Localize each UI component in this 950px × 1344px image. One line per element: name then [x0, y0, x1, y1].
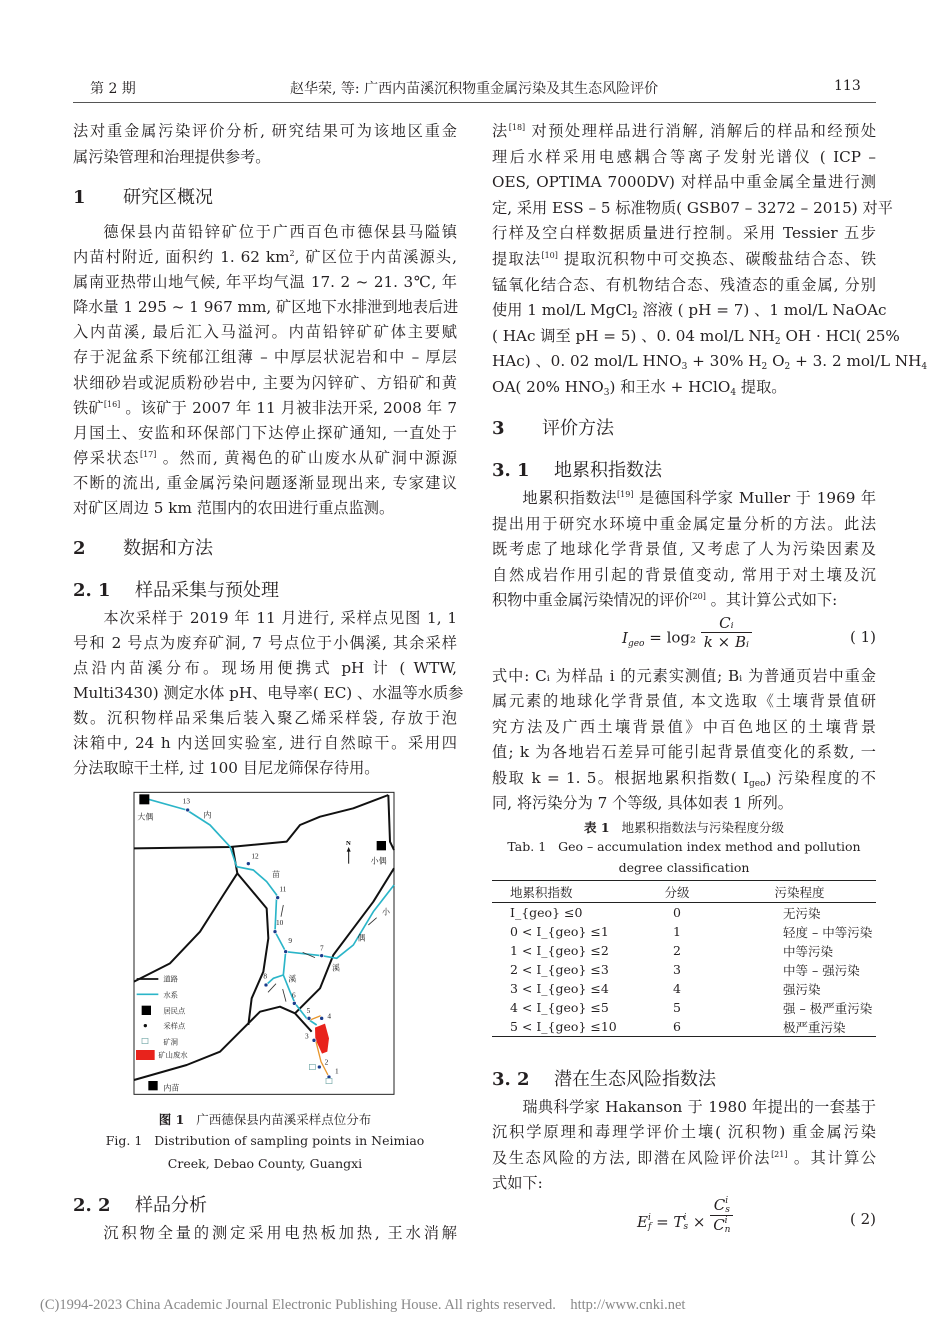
text-line: 数。沉积物样品采集后装入聚乙烯采样袋, 存放于泡: [73, 709, 457, 727]
text-line: 值; k 为各地岩石差异可能引起背景值变化的系数, 一: [492, 743, 876, 762]
paragraph: [73, 119, 457, 170]
stream-label: 内: [203, 810, 212, 820]
text-line: 同, 将污染分为 7 个等级, 具体如表 1 所列。: [492, 794, 793, 813]
section-heading: [492, 414, 876, 440]
legend-label: 采样点: [163, 1021, 186, 1031]
text-line: 属南亚热带山地气候, 年平均气温 17. 2 ~ 21. 3℃, 年: [73, 273, 457, 292]
section-title: 样品分析: [135, 1195, 207, 1216]
column-header: 分级: [631, 881, 723, 903]
text-line: 月国土、安监和环保部门下达停止探矿通知, 一直处于: [73, 423, 457, 442]
stream-label: 偶: [357, 933, 366, 943]
table-row: [492, 903, 876, 923]
table-row: [492, 979, 876, 998]
sample-point: [307, 1016, 311, 1020]
equation-numerator: Cᵢ: [701, 614, 752, 633]
text-line: 地累积指数法[19] 是德国科学家 Muller 于 1969 年: [522, 489, 877, 507]
paragraph: [492, 486, 876, 614]
equation-2: [492, 1198, 876, 1246]
pollution-degree-cell: 极严重污染: [723, 1017, 876, 1037]
section-number: 3: [492, 418, 505, 439]
equation-numerator: Ci s: [710, 1196, 733, 1216]
point-label: 7: [320, 943, 324, 953]
grade-cell: 4: [673, 981, 681, 996]
text-line: 属污染管理和治理提供参考。: [73, 147, 271, 166]
table-label: Tab. 1: [507, 839, 547, 854]
sample-point: [276, 896, 280, 900]
sample-point: [273, 930, 277, 934]
section-heading: [73, 534, 457, 560]
subsection-heading: [73, 576, 457, 602]
section-title: 潜在生态风险指数法: [554, 1069, 716, 1090]
caption-text: Geo – accumulation index method and pollution: [558, 839, 861, 854]
text-line: Multi3430) 测定水体 pH、电导率( EC) 、水温等水质参: [73, 684, 464, 702]
subsection-heading: [492, 1065, 876, 1091]
text-line: 属元素的地球化学背景值, 本文选取《土壤背景值研: [492, 692, 876, 711]
paragraph: [492, 119, 928, 401]
caption-text: 地累积指数法与污染程度分级: [621, 820, 784, 835]
equation-number: ( 2): [849, 1210, 876, 1228]
text-line: 状细砂岩或泥质粉砂岩中, 主要为闪锌矿、方铅矿和黄: [73, 373, 457, 392]
text-line: 提出用于研究水环境中重金属定量分析的方法。此法: [492, 514, 876, 533]
legend-sample-swatch: [144, 1024, 147, 1027]
legend-label: 道路: [163, 974, 178, 984]
grade-cell: 6: [631, 1017, 723, 1037]
grade-cell: 1: [673, 924, 681, 939]
text-line: 不断的流出, 重金属污染问题逐渐显现出来, 专家建议: [73, 473, 457, 492]
figure-label: 图 1: [158, 1112, 185, 1127]
table-caption-en: [492, 839, 876, 854]
text-line: OES, OPTIMA 7000DV) 对样品中重金属全量进行测: [492, 173, 876, 192]
text-line: 分法取晾干土样, 过 100 目尼龙筛保存待用。: [73, 759, 380, 777]
copyright-text: (C)1994-2023 China Academic Journal Electronic Publishing House. All rights reserved.: [40, 1297, 556, 1313]
equation-operator: = log₂: [649, 628, 697, 647]
section-title: 数据和方法: [123, 538, 213, 559]
sample-point: [246, 862, 250, 866]
text-line: 铁矿[16] 。该矿于 2007 年 11 月被非法开采, 2008 年 7: [73, 398, 458, 417]
table-row: [492, 998, 876, 1017]
table-caption-en-cont: degree classification: [618, 860, 750, 875]
text-line: 停采状态[17] 。然而, 黄褐色的矿山废水从矿洞中源源: [73, 448, 458, 467]
text-line: 究方法及广西土壤背景值》中百色地区的土壤背景: [492, 717, 876, 736]
legend-residence-swatch: [142, 1006, 151, 1015]
header-rule: [73, 102, 876, 103]
text-line: 瑞典科学家 Hakanson 于 1980 年提出的一套基于: [522, 1098, 876, 1116]
sample-point: [317, 1065, 321, 1069]
sample-point: [312, 1038, 316, 1042]
grade-cell: 5: [673, 1000, 681, 1015]
place-label: 大偶: [137, 812, 154, 822]
text-line: 本次采样于 2019 年 11 月进行, 采样点见图 1, 1: [103, 609, 457, 627]
running-title: 赵华荣, 等: 广西内苗溪沉积物重金属污染及其生态风险评价: [290, 81, 659, 97]
legend-label: 居民点: [163, 1006, 186, 1016]
table-row: [492, 922, 876, 941]
point-label: 4: [327, 1011, 332, 1021]
point-label: 1: [335, 1066, 339, 1076]
text-line: 式中: Cᵢ 为样品 i 的元素实测值; Bᵢ 为普通页岩中重金: [492, 667, 876, 685]
table-row: [492, 960, 876, 979]
paragraph: [73, 220, 457, 521]
equation-denominator: Ci n: [713, 1216, 731, 1235]
subsection-heading: [492, 456, 876, 482]
sample-point: [320, 1016, 324, 1020]
section-number: 1: [73, 187, 86, 208]
text-line: 定, 采用 ESS – 5 标准物质( GSB07 – 3272 – 2015) 对平: [492, 198, 893, 217]
text-line: 法[18] 对预处理样品进行消解, 消解后的样品和经预处: [492, 122, 877, 140]
stream-label: 苗: [272, 870, 280, 879]
text-line: ( HAc 调至 pH = 5) 、0. 04 mol/L $NH_2$ OH · HCl( 25%: [492, 326, 900, 347]
footer-link[interactable]: http://www.cnki.net: [570, 1297, 686, 1313]
pollution-degree-cell: 中等 – 强污染: [783, 962, 860, 978]
text-line: HAc) 、0. 02 mol/L $HNO_3 + 30\%$ $H_2$ $O_2 + 3$. 2 mol/L $NH_4$: [492, 352, 928, 373]
text-line: 般取 k = 1. 5。根据地累积指数( $I_{geo}$) 污染程度的不: [492, 768, 876, 789]
residence-marker: [139, 794, 149, 804]
section-heading: [73, 183, 457, 209]
text-line: 沉积物全量的测定采用电热板加热, 王水消解: [103, 1224, 457, 1242]
index-range-cell: 1 < I_{geo} ≤2: [510, 943, 609, 958]
mine-icon: [309, 1064, 315, 1069]
text-line: 内苗村附近, 面积约 1. 62 $km^2$, 矿区位于内苗溪源头,: [73, 248, 458, 267]
pollution-degree-cell: 强污染: [783, 981, 821, 997]
figure-label: Fig. 1: [105, 1133, 143, 1148]
sample-point: [320, 954, 324, 958]
residence-marker: [148, 1081, 157, 1090]
index-range-cell: 0 < I_{geo} ≤1: [510, 924, 609, 939]
equation-number: ( 1): [849, 628, 876, 646]
residence-marker: [377, 841, 386, 850]
section-title: 样品采集与预处理: [135, 580, 279, 601]
text-line: 理后水样采用电感耦合等离子发射光谱仪 ( ICP –: [492, 147, 876, 166]
index-range-cell: I_{geo} ≤0: [510, 905, 583, 920]
point-label: 5: [306, 1006, 311, 1015]
place-label: 内苗: [163, 1083, 180, 1093]
section-title: 研究区概况: [123, 187, 213, 208]
paragraph: [73, 1221, 457, 1246]
paragraph: [73, 606, 464, 781]
text-line: 及生态风险的方法, 即潜在风险评价法[21] 。其计算公: [492, 1148, 877, 1167]
mine-icon: [326, 1078, 332, 1083]
figure-caption-en-cont: Creek, Debao County, Guangxi: [167, 1156, 363, 1171]
text-line: 积物中重金属污染情况的评价[20] 。其计算公式如下:: [492, 591, 838, 609]
figure-caption-en: [73, 1133, 457, 1148]
text-line: 号和 2 号点为废弃矿洞, 7 号点位于小偶溪, 其余采样: [73, 634, 457, 652]
text-line: 行样及空白样数据质量进行控制。采用 Tessier 五步: [492, 224, 876, 243]
copyright-footer: [40, 1297, 685, 1314]
column-header: 地累积指数: [492, 881, 631, 903]
sample-point: [292, 1001, 296, 1005]
paragraph: [492, 664, 876, 816]
index-range-cell: 4 < I_{geo} ≤5: [510, 1000, 609, 1015]
legend-label: 矿山废水: [158, 1050, 188, 1060]
point-label: 3: [305, 1031, 309, 1041]
text-line: 存于泥盆系下统郁江组薄 – 中厚层状泥岩和中 – 厚层: [73, 348, 457, 367]
sample-point: [264, 983, 268, 987]
text-line: 式如下:: [492, 1174, 543, 1193]
pollution-degree-cell: 强 – 极严重污染: [783, 1000, 873, 1016]
section-number: 3. 1: [492, 460, 530, 481]
text-line: 沉积学原理和毒理学评价土壤( 沉积物) 重金属污染: [492, 1123, 876, 1142]
equation-operator: = Ti s ×: [656, 1212, 706, 1232]
north-label: N: [346, 840, 351, 847]
table-label: 表 1: [584, 820, 610, 835]
text-line: 对矿区周边 5 km 范围内的农田进行重点监测。: [73, 499, 395, 518]
paragraph: [492, 1095, 876, 1197]
point-label: 6: [292, 990, 296, 1000]
legend-wastewater-swatch: [136, 1050, 155, 1060]
place-label: 小偶: [370, 856, 387, 866]
pollution-degree-cell: 轻度 – 中等污染: [783, 924, 873, 940]
text-line: 自然成岩作用引起的背景值变动, 常用于对土壤及沉: [492, 565, 876, 584]
column-header: 污染程度: [723, 881, 876, 903]
index-range-cell: 2 < I_{geo} ≤3: [510, 962, 609, 977]
table-header-row: [492, 881, 876, 903]
grade-cell: 3: [673, 962, 681, 977]
issue-number: 第 2 期: [90, 81, 136, 97]
text-line: 既考虑了地球化学背景值, 又考虑了人为污染因素及: [492, 540, 876, 558]
caption-text: 广西德保县内苗溪采样点位分布: [196, 1112, 372, 1127]
grade-cell: 2: [673, 943, 681, 958]
table-caption-cn: [492, 818, 876, 836]
text-line: 入内苗溪, 最后汇入马溢河。内苗铅锌矿矿体主要赋: [73, 323, 457, 342]
table-row: [492, 1017, 876, 1037]
grade-cell: 0: [673, 905, 681, 920]
text-line: 使用 1 mol/L MgCl$_2$ 溶液 ( pH = 7) 、1 mol/L NaOAc: [492, 301, 887, 322]
text-line: 降水量 1 295 ~ 1 967 mm, 矿区地下水排泄到地表后进: [73, 298, 459, 317]
page-number: 113: [834, 78, 861, 94]
text-line: 沫箱中, 24 h 内送回实验室, 进行自然晾干。采用四: [73, 734, 457, 752]
table-row: [492, 941, 876, 960]
pollution-degree-cell: 无污染: [783, 905, 821, 921]
section-number: 2. 1: [73, 580, 111, 601]
text-line: 法对重金属污染评价分析, 研究结果可为该地区重金: [73, 122, 457, 140]
section-number: 2. 2: [73, 1195, 111, 1216]
stream-label: 溪: [288, 974, 297, 984]
point-label: 9: [288, 936, 293, 945]
text-line: 点沿内苗溪分布。现场用便携式 pH 计 ( WTW,: [73, 659, 457, 677]
text-line: 德保县内苗铅锌矿位于广西百色市德保县马隘镇: [103, 223, 457, 241]
sampling-map: [120, 785, 420, 1095]
point-label: 8: [263, 971, 268, 981]
equation-lhs: Ei f: [637, 1212, 652, 1232]
section-title: 地累积指数法: [554, 460, 662, 481]
pollution-degree-cell: 中等污染: [783, 943, 834, 959]
section-number: 3. 2: [492, 1069, 530, 1090]
section-title: 评价方法: [542, 418, 614, 439]
stream-label: 小: [382, 907, 390, 917]
text-line: 锰氧化结合态、有机物结合态、残渣态的重金属, 分别: [492, 275, 876, 294]
point-label: 12: [251, 851, 259, 861]
legend-label: 水系: [163, 990, 178, 1000]
text-line: 提取法[10] 提取沉积物中可交换态、碳酸盐结合态、铁: [492, 249, 877, 268]
legend-mine-icon: [142, 1038, 148, 1043]
index-range-cell: 3 < I_{geo} ≤4: [510, 981, 609, 996]
equation-lhs: $I_{geo}$: [622, 628, 645, 649]
sample-point: [284, 950, 288, 954]
equation-denominator: k × Bᵢ: [703, 633, 750, 651]
section-number: 2: [73, 538, 86, 559]
point-label: 10: [276, 918, 284, 927]
stream-label: 溪: [332, 963, 340, 973]
point-label: 2: [324, 1057, 329, 1067]
caption-text: Distribution of sampling points in Neimiao: [154, 1133, 425, 1148]
figure-caption-cn: [73, 1110, 457, 1128]
text-line: OA( 20% $HNO_3$) 和王水 + HClO$_4$ 提取。: [492, 377, 787, 398]
point-label: 13: [182, 796, 190, 806]
legend-label: 矿洞: [163, 1037, 178, 1047]
index-range-cell: 5 < I_{geo} ≤10: [492, 1017, 631, 1037]
geo-accumulation-table: [492, 880, 876, 1037]
subsection-heading: [73, 1191, 457, 1217]
equation-1: [492, 614, 876, 660]
point-label: 11: [279, 884, 287, 894]
sample-point: [186, 808, 190, 812]
